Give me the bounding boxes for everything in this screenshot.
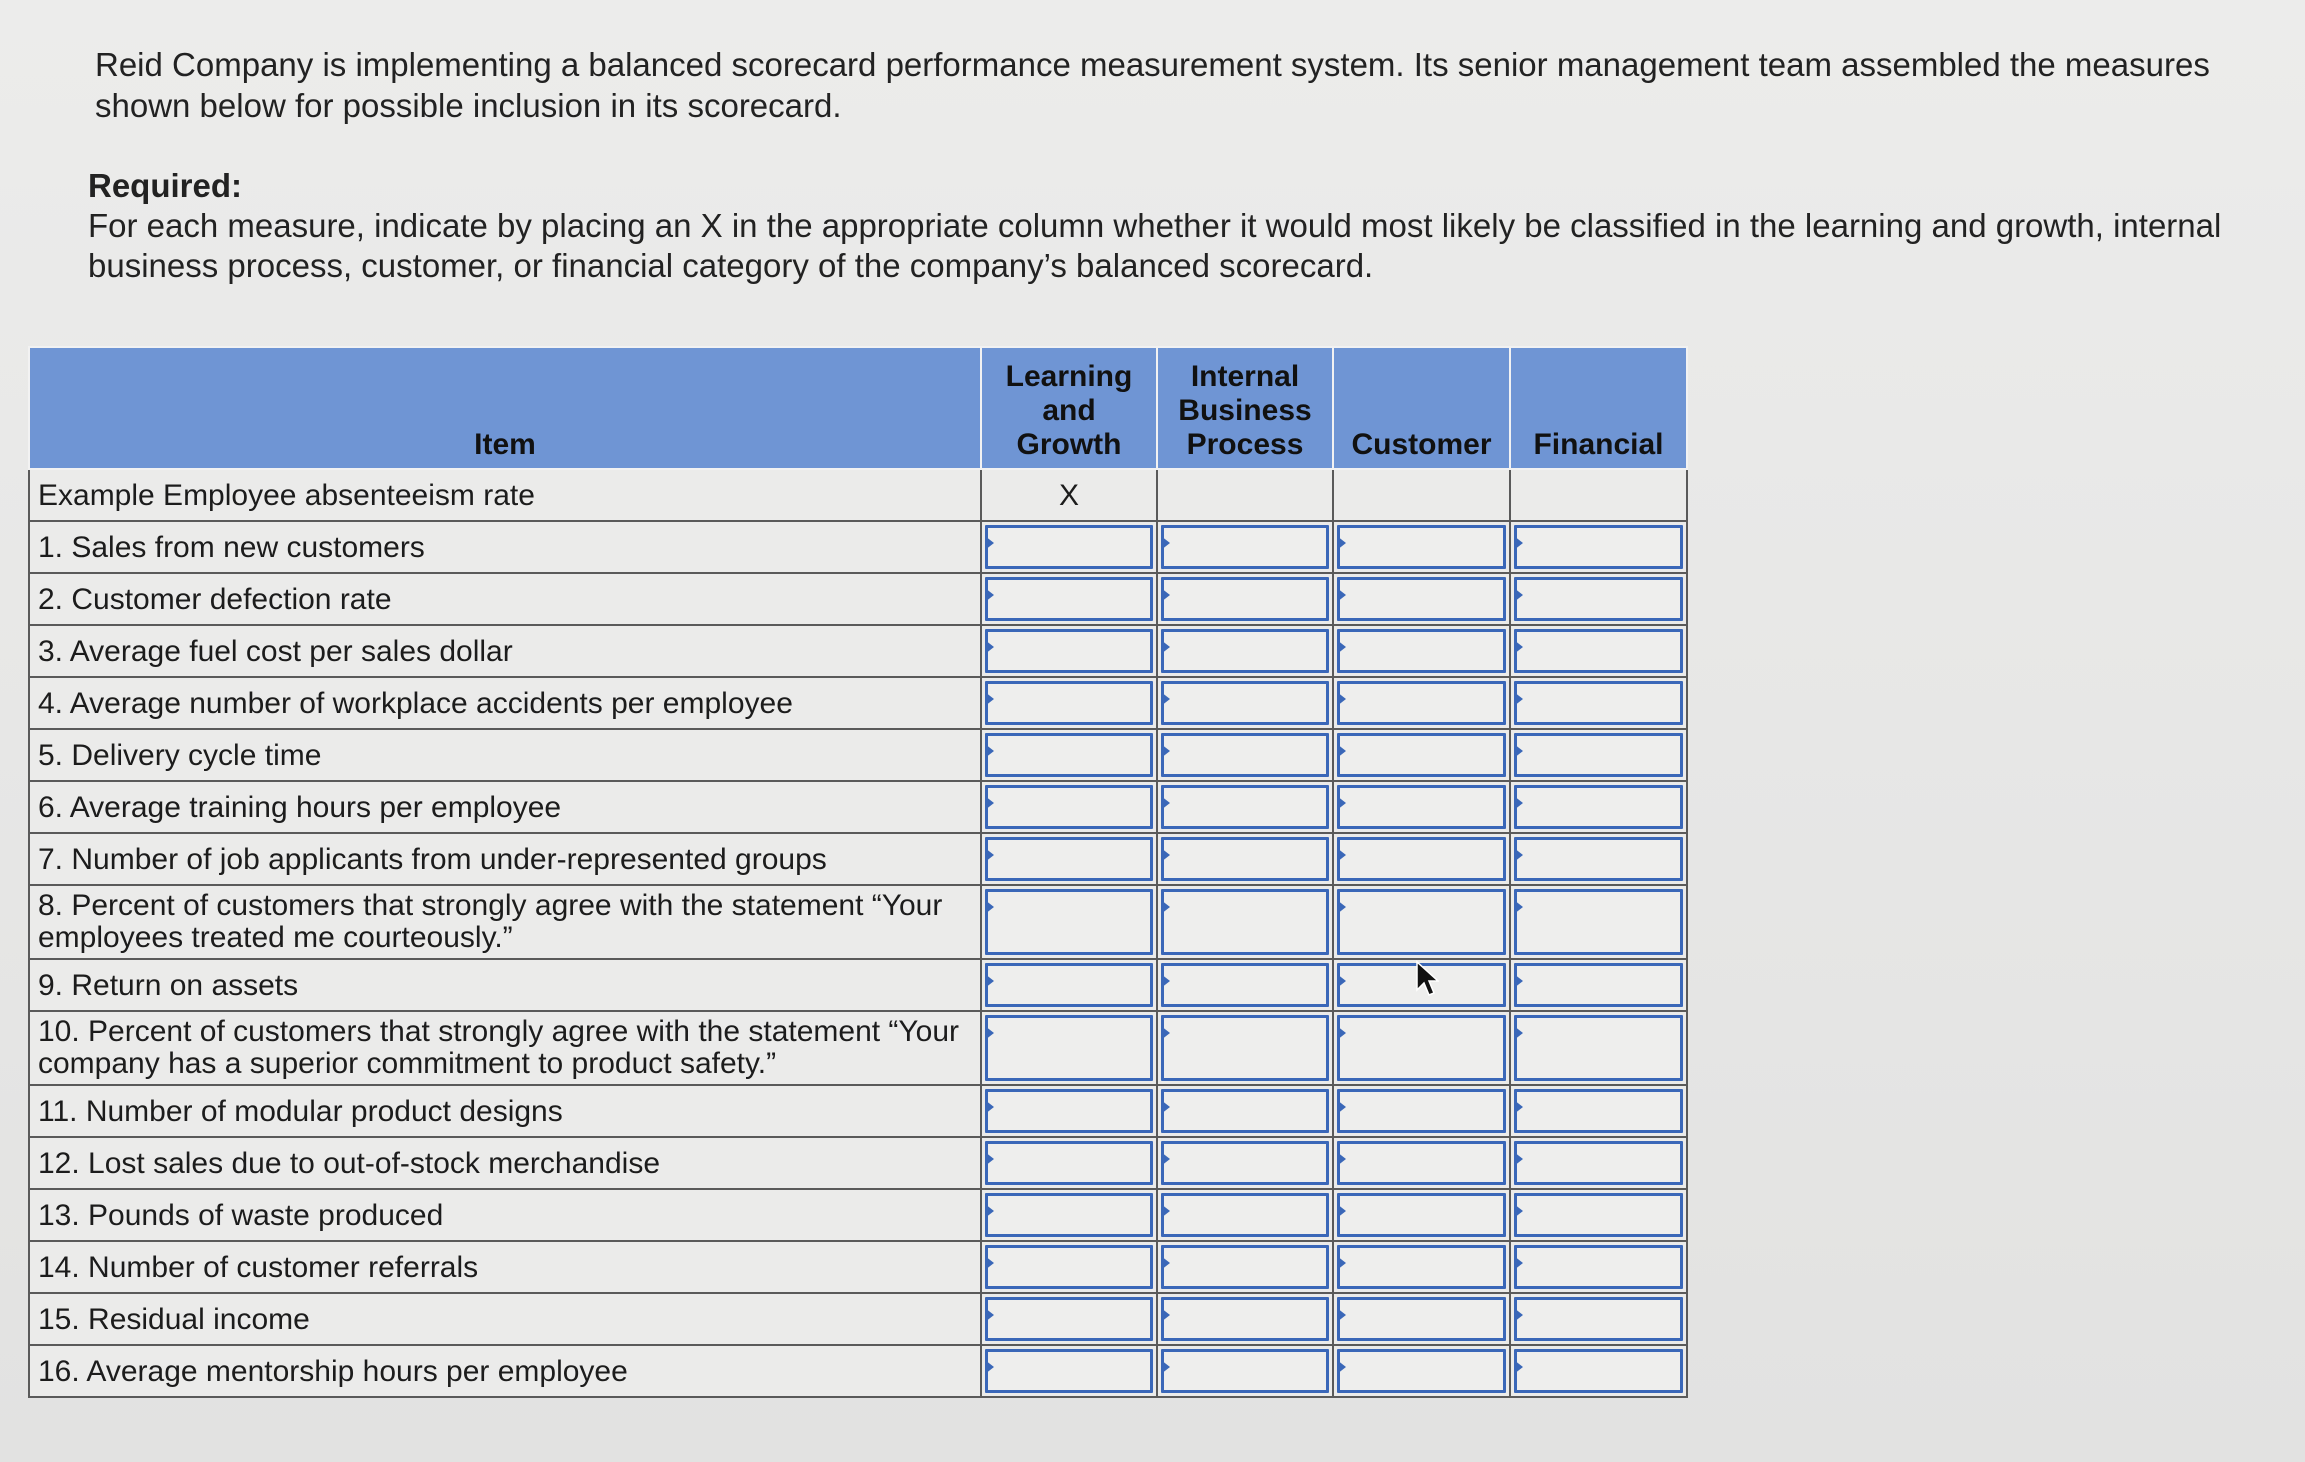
table-row (29, 1137, 1687, 1189)
internal-answer-input[interactable] (1161, 889, 1329, 955)
item-label: 15. Residual income (29, 1293, 981, 1345)
internal-cell (1157, 1137, 1333, 1189)
header-financial: Financial (1510, 347, 1687, 469)
financial-answer-input[interactable] (1514, 1297, 1683, 1341)
customer-answer-input[interactable] (1337, 1245, 1506, 1289)
required-section (88, 166, 2228, 286)
internal-cell (1157, 833, 1333, 885)
customer-answer-input[interactable] (1337, 525, 1506, 569)
financial-cell (1510, 1189, 1687, 1241)
financial-answer-input[interactable] (1514, 1349, 1683, 1393)
financial-cell (1510, 729, 1687, 781)
customer-cell (1333, 1085, 1510, 1137)
internal-answer-input[interactable] (1161, 963, 1329, 1007)
learning-answer-input[interactable] (985, 525, 1153, 569)
table-row (29, 1293, 1687, 1345)
internal-answer-input[interactable] (1161, 785, 1329, 829)
learning-cell (981, 729, 1157, 781)
learning-answer-input[interactable] (985, 629, 1153, 673)
financial-cell (1510, 1345, 1687, 1397)
internal-cell (1157, 573, 1333, 625)
customer-answer-input[interactable] (1337, 1015, 1506, 1081)
learning-cell (981, 1293, 1157, 1345)
learning-answer-input[interactable] (985, 1349, 1153, 1393)
customer-cell (1333, 1137, 1510, 1189)
customer-cell (1333, 833, 1510, 885)
learning-cell (981, 1189, 1157, 1241)
customer-cell (1333, 1011, 1510, 1085)
table-row (29, 1011, 1687, 1085)
table-row (29, 833, 1687, 885)
internal-cell (1157, 729, 1333, 781)
learning-cell (981, 1011, 1157, 1085)
internal-cell (1157, 1241, 1333, 1293)
financial-cell (1510, 833, 1687, 885)
customer-cell (1333, 625, 1510, 677)
item-label: 12. Lost sales due to out-of-stock merchandise (29, 1137, 981, 1189)
learning-answer-input[interactable] (985, 837, 1153, 881)
internal-cell (1157, 625, 1333, 677)
internal-answer-input[interactable] (1161, 1193, 1329, 1237)
customer-answer-input[interactable] (1337, 1141, 1506, 1185)
table-row (29, 1189, 1687, 1241)
internal-cell (1157, 1085, 1333, 1137)
financial-cell (1510, 1085, 1687, 1137)
item-label: 2. Customer defection rate (29, 573, 981, 625)
item-label: 4. Average number of workplace accidents per employee (29, 677, 981, 729)
customer-cell (1333, 781, 1510, 833)
learning-cell (981, 1345, 1157, 1397)
required-instructions: For each measure, indicate by placing an X in the appropriate column whether it would most likely be classified in the learning and growth, internal business process, customer, or financial category of the company’s balanced scorecard. (88, 207, 2222, 284)
customer-cell (1333, 573, 1510, 625)
internal-cell (1157, 521, 1333, 573)
internal-answer-input[interactable] (1161, 1015, 1329, 1081)
customer-answer-input[interactable] (1337, 577, 1506, 621)
item-label: 14. Number of customer referrals (29, 1241, 981, 1293)
table-row (29, 1345, 1687, 1397)
financial-answer-input[interactable] (1514, 1193, 1683, 1237)
customer-answer-input[interactable] (1337, 1089, 1506, 1133)
learning-cell (981, 833, 1157, 885)
financial-cell (1510, 959, 1687, 1011)
customer-cell (1333, 521, 1510, 573)
financial-answer-input[interactable] (1514, 577, 1683, 621)
internal-cell (1157, 677, 1333, 729)
learning-answer-input[interactable] (985, 785, 1153, 829)
item-label: 5. Delivery cycle time (29, 729, 981, 781)
financial-cell (1510, 781, 1687, 833)
item-label: 7. Number of job applicants from under-represented groups (29, 833, 981, 885)
learning-answer-input[interactable] (985, 889, 1153, 955)
financial-answer-input[interactable] (1514, 1089, 1683, 1133)
internal-cell (1157, 781, 1333, 833)
internal-cell (1157, 885, 1333, 959)
financial-answer-input[interactable] (1514, 889, 1683, 955)
item-label: 6. Average training hours per employee (29, 781, 981, 833)
header-customer: Customer (1333, 347, 1510, 469)
customer-cell (1333, 1189, 1510, 1241)
customer-cell (1333, 677, 1510, 729)
table-row (29, 781, 1687, 833)
item-label: 1. Sales from new customers (29, 521, 981, 573)
item-label: 16. Average mentorship hours per employee (29, 1345, 981, 1397)
financial-cell (1510, 1011, 1687, 1085)
financial-cell (1510, 885, 1687, 959)
learning-cell (981, 521, 1157, 573)
learning-cell (981, 885, 1157, 959)
learning-answer-input[interactable] (985, 1141, 1153, 1185)
learning-cell (981, 959, 1157, 1011)
example-empty-customer (1333, 469, 1510, 521)
table-row (29, 729, 1687, 781)
customer-answer-input[interactable] (1337, 1297, 1506, 1341)
customer-cell (1333, 1241, 1510, 1293)
item-label: 3. Average fuel cost per sales dollar (29, 625, 981, 677)
example-empty-internal (1157, 469, 1333, 521)
internal-answer-input[interactable] (1161, 837, 1329, 881)
header-internal-business-process: Internal Business Process (1157, 347, 1333, 469)
financial-cell (1510, 1241, 1687, 1293)
learning-answer-input[interactable] (985, 681, 1153, 725)
learning-cell (981, 625, 1157, 677)
learning-answer-input[interactable] (985, 963, 1153, 1007)
customer-cell (1333, 885, 1510, 959)
learning-answer-input[interactable] (985, 733, 1153, 777)
learning-cell (981, 781, 1157, 833)
customer-answer-input[interactable] (1337, 681, 1506, 725)
internal-answer-input[interactable] (1161, 1297, 1329, 1341)
example-row (29, 469, 1687, 521)
item-label: 9. Return on assets (29, 959, 981, 1011)
customer-answer-input[interactable] (1337, 733, 1506, 777)
financial-answer-input[interactable] (1514, 1015, 1683, 1081)
header-row (29, 347, 1687, 469)
learning-answer-input[interactable] (985, 1245, 1153, 1289)
table-row (29, 1241, 1687, 1293)
internal-answer-input[interactable] (1161, 1245, 1329, 1289)
internal-answer-input[interactable] (1161, 1089, 1329, 1133)
header-item: Item (29, 347, 981, 469)
financial-answer-input[interactable] (1514, 733, 1683, 777)
customer-answer-input[interactable] (1337, 889, 1506, 955)
internal-cell (1157, 959, 1333, 1011)
item-label: 13. Pounds of waste produced (29, 1189, 981, 1241)
internal-cell (1157, 1345, 1333, 1397)
learning-answer-input[interactable] (985, 1193, 1153, 1237)
internal-cell (1157, 1293, 1333, 1345)
customer-answer-input[interactable] (1337, 1349, 1506, 1393)
internal-answer-input[interactable] (1161, 525, 1329, 569)
financial-cell (1510, 1137, 1687, 1189)
financial-cell (1510, 677, 1687, 729)
item-label: 11. Number of modular product designs (29, 1085, 981, 1137)
table-row (29, 521, 1687, 573)
customer-answer-input[interactable] (1337, 629, 1506, 673)
header-learning-growth: Learning and Growth (981, 347, 1157, 469)
internal-answer-input[interactable] (1161, 1349, 1329, 1393)
customer-answer-input[interactable] (1337, 837, 1506, 881)
customer-cell (1333, 1345, 1510, 1397)
item-label: 10. Percent of customers that strongly agree with the statement “Your company has a superior commitment to product safety.” (29, 1011, 981, 1085)
financial-cell (1510, 1293, 1687, 1345)
internal-cell (1157, 1189, 1333, 1241)
learning-answer-input[interactable] (985, 1089, 1153, 1133)
learning-cell (981, 1137, 1157, 1189)
internal-answer-input[interactable] (1161, 733, 1329, 777)
table-row (29, 885, 1687, 959)
customer-answer-input[interactable] (1337, 785, 1506, 829)
learning-answer-input[interactable] (985, 1015, 1153, 1081)
scorecard-table-wrap (28, 346, 1686, 1426)
learning-cell (981, 1085, 1157, 1137)
item-label: 8. Percent of customers that strongly agree with the statement “Your employees treated me courteously.” (29, 885, 981, 959)
internal-answer-input[interactable] (1161, 1141, 1329, 1185)
example-item-label: Example Employee absenteeism rate (29, 469, 981, 521)
financial-answer-input[interactable] (1514, 1141, 1683, 1185)
financial-cell (1510, 625, 1687, 677)
financial-answer-input[interactable] (1514, 837, 1683, 881)
learning-cell (981, 677, 1157, 729)
learning-cell (981, 573, 1157, 625)
mouse-cursor-icon (1415, 960, 1439, 998)
learning-answer-input[interactable] (985, 577, 1153, 621)
learning-answer-input[interactable] (985, 1297, 1153, 1341)
table-row (29, 1085, 1687, 1137)
internal-answer-input[interactable] (1161, 577, 1329, 621)
internal-cell (1157, 1011, 1333, 1085)
required-heading: Required: (88, 167, 243, 204)
financial-answer-input[interactable] (1514, 629, 1683, 673)
customer-answer-input[interactable] (1337, 1193, 1506, 1237)
learning-cell (981, 1241, 1157, 1293)
financial-answer-input[interactable] (1514, 681, 1683, 725)
financial-answer-input[interactable] (1514, 963, 1683, 1007)
customer-cell (1333, 1293, 1510, 1345)
internal-answer-input[interactable] (1161, 629, 1329, 673)
financial-answer-input[interactable] (1514, 525, 1683, 569)
example-empty-financial (1510, 469, 1687, 521)
financial-cell (1510, 573, 1687, 625)
customer-cell (1333, 729, 1510, 781)
scorecard-table (28, 346, 1688, 1398)
financial-answer-input[interactable] (1514, 785, 1683, 829)
table-row (29, 677, 1687, 729)
table-row (29, 573, 1687, 625)
intro-text: Reid Company is implementing a balanced scorecard performance measurement system. Its senior management team assembled the measures shown below for possible inclusion in its scorecard. (95, 46, 2210, 124)
table-row (29, 625, 1687, 677)
example-mark-learning: X (981, 469, 1157, 521)
financial-cell (1510, 521, 1687, 573)
internal-answer-input[interactable] (1161, 681, 1329, 725)
financial-answer-input[interactable] (1514, 1245, 1683, 1289)
